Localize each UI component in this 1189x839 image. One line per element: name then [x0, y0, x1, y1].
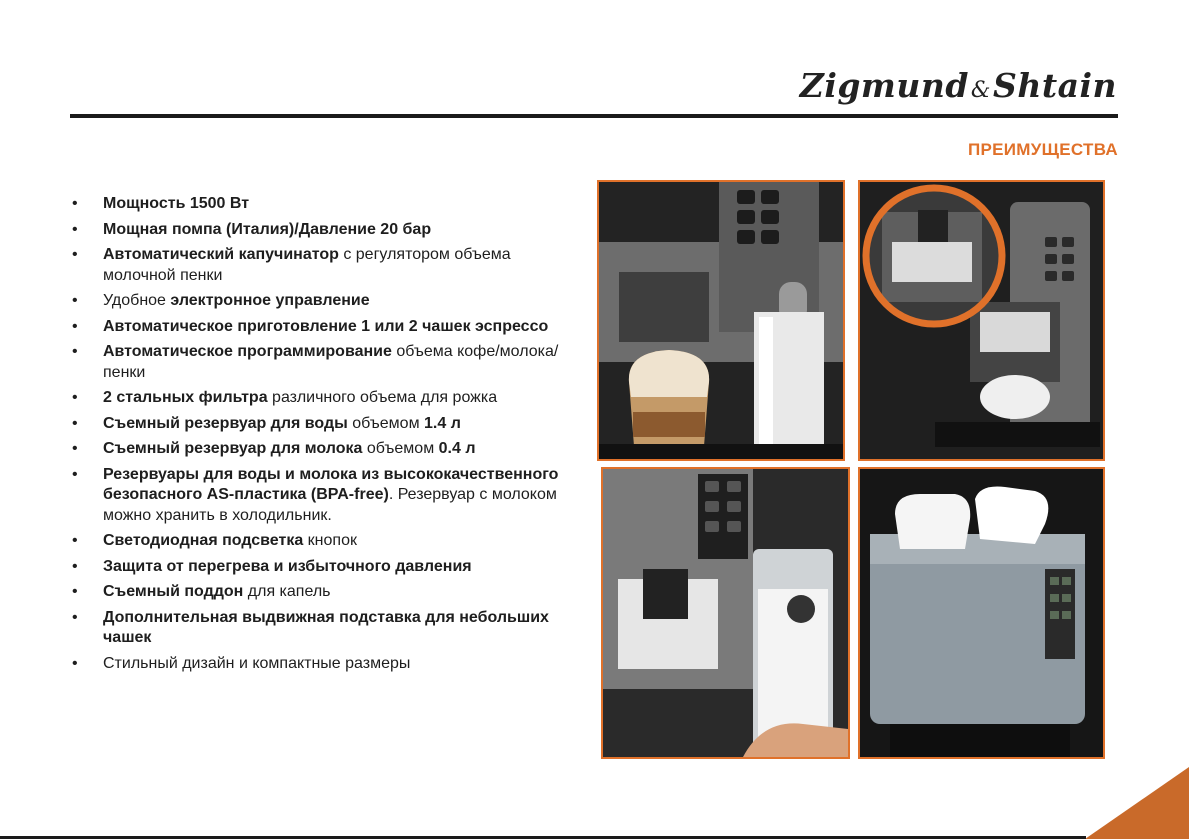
features-list — [70, 194, 560, 679]
feature-item — [70, 342, 560, 383]
feature-item — [70, 608, 560, 649]
feature-text: . Резервуар с молоком можно хранить в холодильник. — [103, 486, 557, 524]
bullet-icon: • — [72, 557, 78, 575]
bullet-icon: • — [72, 440, 78, 457]
feature-item — [70, 531, 560, 552]
feature-text-bold: 0.4 л — [438, 440, 476, 457]
bullet-icon: • — [72, 654, 78, 672]
feature-text-bold: Мощная помпа (Италия)/Давление 20 бар — [103, 220, 432, 238]
feature-item — [70, 654, 560, 675]
brand-name-left: Zigmund — [799, 66, 969, 105]
feature-text-bold: 2 стальных фильтра — [103, 389, 268, 406]
feature-item — [70, 465, 560, 527]
bullet-icon: • — [72, 532, 78, 549]
feature-text-bold: Автоматический капучинатор — [103, 246, 339, 263]
feature-text-bold: Съемный поддон — [103, 583, 244, 600]
bullet-icon: • — [72, 317, 78, 335]
bullet-icon: • — [72, 465, 78, 483]
feature-text-bold: Автоматическое приготовление 1 или 2 чашек эспрессо — [103, 317, 549, 335]
corner-accent — [1085, 767, 1189, 839]
feature-item — [70, 194, 560, 215]
feature-text-bold: Съемный резервуар для молока — [103, 440, 363, 457]
feature-item — [70, 245, 560, 286]
feature-text: Удобное — [103, 292, 171, 309]
bullet-icon: • — [72, 246, 78, 263]
feature-text-bold: Резервуары для воды и молока из высококачественного безопасного AS-пластика (BPA-free) — [103, 465, 559, 503]
feature-text: различного объема для рожка — [267, 389, 498, 406]
feature-item — [70, 414, 560, 435]
cup-warmer-illustration — [860, 469, 1103, 757]
feature-item — [70, 388, 560, 409]
feature-item — [70, 220, 560, 241]
feature-text: объемом — [362, 440, 439, 457]
bullet-icon: • — [72, 220, 78, 238]
control-panel-illustration — [860, 182, 1103, 459]
feature-text: Стильный дизайн и компактные размеры — [103, 654, 411, 672]
feature-text-bold: Защита от перегрева и избыточного давления — [103, 557, 472, 575]
feature-item — [70, 582, 560, 603]
milk-tank-illustration — [603, 469, 848, 757]
bullet-icon: • — [72, 292, 78, 309]
photo-cup-warmer — [858, 467, 1105, 759]
feature-text-bold: электронное управление — [170, 292, 370, 309]
feature-text: с регулятором объема молочной пенки — [103, 246, 511, 284]
photo-milk-tank — [601, 467, 850, 759]
feature-item — [70, 557, 560, 578]
bullet-icon: • — [72, 343, 78, 360]
brand-logo — [800, 66, 1117, 105]
feature-text-bold: Светодиодная подсветка — [103, 532, 304, 549]
feature-text: для капель — [243, 583, 331, 600]
bullet-icon: • — [72, 389, 78, 406]
feature-item — [70, 291, 560, 312]
brand-name-right: Shtain — [993, 66, 1117, 105]
feature-text-bold: Автоматическое программирование — [103, 343, 392, 360]
feature-text-bold: 1.4 л — [424, 414, 461, 432]
feature-text: объемом — [347, 414, 425, 432]
header-rule — [70, 114, 1118, 118]
cappuccino-illustration — [599, 182, 843, 459]
feature-text-bold: Мощность 1500 Вт — [103, 195, 250, 212]
feature-text: кнопок — [303, 532, 357, 549]
bullet-icon: • — [72, 583, 78, 600]
section-title: ПРЕИМУЩЕСТВА — [967, 140, 1118, 159]
bullet-icon: • — [72, 195, 78, 212]
feature-text-bold: Дополнительная выдвижная подставка для небольших чашек — [103, 608, 549, 646]
photo-control-panel — [858, 180, 1105, 461]
feature-text-bold: Съемный резервуар для воды — [103, 414, 348, 432]
feature-text: объема кофе/молока/пенки — [103, 343, 559, 381]
photo-cappuccino — [597, 180, 845, 461]
feature-item — [70, 317, 560, 338]
brand-ampersand: & — [970, 78, 992, 103]
feature-item — [70, 439, 560, 460]
bullet-icon: • — [72, 414, 78, 432]
bullet-icon: • — [72, 608, 78, 626]
